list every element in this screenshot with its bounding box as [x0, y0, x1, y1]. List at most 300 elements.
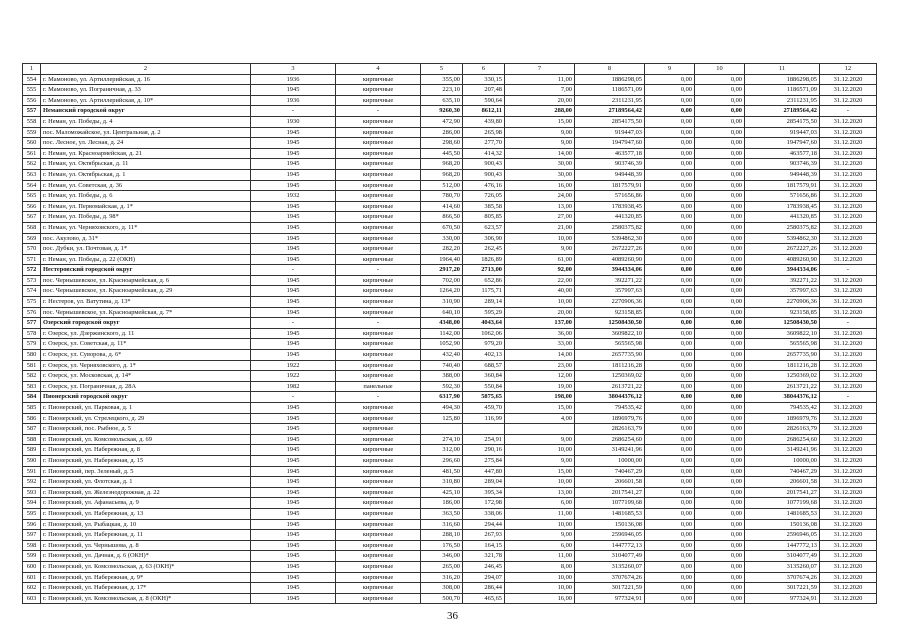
year-cell: 1945: [251, 508, 336, 519]
area-living-cell: 172,98: [463, 498, 505, 509]
fund-b-cell: 0,00: [695, 371, 745, 382]
cost-total-cell: 27189564,42: [745, 106, 820, 117]
material-cell: кирпичные: [336, 222, 421, 233]
area-living-cell: 805,85: [463, 212, 505, 223]
deadline-cell: 31.12.2020: [820, 212, 877, 223]
fund-b-cell: 0,00: [695, 424, 745, 435]
deadline-cell: 31.12.2020: [820, 74, 877, 85]
fund-b-cell: 0,00: [695, 180, 745, 191]
cost-cell: 3104077,49: [575, 551, 645, 562]
table-row: [23, 498, 877, 509]
cost-total-cell: 2826163,79: [745, 424, 820, 435]
fund-a-cell: 0,00: [645, 318, 695, 329]
cost-total-cell: 12508430,50: [745, 318, 820, 329]
area-living-cell: 459,70: [463, 403, 505, 414]
cost-cell: 3149241,96: [575, 445, 645, 456]
table-row: [23, 127, 877, 138]
row-number: 594: [23, 498, 41, 509]
area-total-cell: 388,00: [421, 371, 463, 382]
cost-total-cell: 1783938,45: [745, 201, 820, 212]
fund-b-cell: 0,00: [695, 381, 745, 392]
area-living-cell: 294,07: [463, 572, 505, 583]
count-cell: 92,00: [505, 265, 575, 276]
fund-a-cell: 0,00: [645, 540, 695, 551]
fund-b-cell: 0,00: [695, 392, 745, 403]
area-living-cell: 652,86: [463, 275, 505, 286]
deadline-cell: 31.12.2020: [820, 180, 877, 191]
material-cell: кирпичные: [336, 307, 421, 318]
cost-cell: 2270906,36: [575, 297, 645, 308]
material-cell: кирпичные: [336, 74, 421, 85]
row-number: 560: [23, 138, 41, 149]
deadline-cell: 31.12.2020: [820, 572, 877, 583]
fund-a-cell: 0,00: [645, 222, 695, 233]
deadline-cell: 31.12.2020: [820, 593, 877, 604]
row-number: 597: [23, 530, 41, 541]
row-number: 596: [23, 519, 41, 530]
deadline-cell: 31.12.2020: [820, 466, 877, 477]
row-number: 576: [23, 307, 41, 318]
year-cell: 1932: [251, 191, 336, 202]
cost-total-cell: 1817579,91: [745, 180, 820, 191]
address-cell: г. Пионерский, ул. Рыбацкая, д. 10: [41, 519, 251, 530]
deadline-cell: 31.12.2020: [820, 148, 877, 159]
count-cell: 9,00: [505, 455, 575, 466]
material-cell: кирпичные: [336, 477, 421, 488]
fund-b-cell: 0,00: [695, 244, 745, 255]
fund-a-cell: 0,00: [645, 328, 695, 339]
cost-total-cell: 2672227,26: [745, 244, 820, 255]
count-cell: 10,00: [505, 519, 575, 530]
fund-a-cell: 0,00: [645, 360, 695, 371]
fund-a-cell: 0,00: [645, 339, 695, 350]
area-total-cell: 1052,90: [421, 339, 463, 350]
material-cell: кирпичные: [336, 275, 421, 286]
area-total-cell: 481,50: [421, 466, 463, 477]
year-cell: 1945: [251, 85, 336, 96]
fund-a-cell: 0,00: [645, 466, 695, 477]
area-living-cell: 275,84: [463, 455, 505, 466]
count-cell: 14,00: [505, 148, 575, 159]
table-row: [23, 381, 877, 392]
count-cell: 8,00: [505, 561, 575, 572]
table-row: [23, 233, 877, 244]
table-row: [23, 403, 877, 414]
area-total-cell: 740,40: [421, 360, 463, 371]
area-total-cell: 432,40: [421, 350, 463, 361]
cost-total-cell: 3944334,06: [745, 265, 820, 276]
year-cell: 1945: [251, 328, 336, 339]
table-row: [23, 244, 877, 255]
deadline-cell: 31.12.2020: [820, 530, 877, 541]
row-number: 570: [23, 244, 41, 255]
column-number: 7: [505, 64, 575, 75]
cost-total-cell: 2686254,60: [745, 434, 820, 445]
address-cell: г. Неман, ул. Октябрьская, д. 1: [41, 169, 251, 180]
fund-a-cell: 0,00: [645, 169, 695, 180]
row-number: 555: [23, 85, 41, 96]
fund-a-cell: 0,00: [645, 392, 695, 403]
row-number: 575: [23, 297, 41, 308]
cost-cell: 463577,18: [575, 148, 645, 159]
address-cell: г. Пионерский, ул. Афанасьева, д. 9: [41, 498, 251, 509]
address-cell: пос. Маломожайское, ул. Центральная, д. 2: [41, 127, 251, 138]
fund-a-cell: 0,00: [645, 477, 695, 488]
count-cell: 9,00: [505, 138, 575, 149]
address-cell: пос. Чернышевское, ул. Красноармейская, д. 29: [41, 286, 251, 297]
count-cell: 6,00: [505, 540, 575, 551]
count-cell: 9,00: [505, 244, 575, 255]
deadline-cell: -: [820, 318, 877, 329]
address-cell: г. Пионерский, ул. Набережная, д. 9*: [41, 572, 251, 583]
area-living-cell: 623,57: [463, 222, 505, 233]
cost-total-cell: 949448,39: [745, 169, 820, 180]
count-cell: 10,00: [505, 297, 575, 308]
area-total-cell: 298,60: [421, 138, 463, 149]
deadline-cell: 31.12.2020: [820, 413, 877, 424]
material-cell: кирпичные: [336, 371, 421, 382]
count-cell: 15,00: [505, 466, 575, 477]
fund-b-cell: 0,00: [695, 233, 745, 244]
area-living-cell: 900,43: [463, 159, 505, 170]
material-cell: кирпичные: [336, 297, 421, 308]
row-number: 586: [23, 413, 41, 424]
area-living-cell: 726,05: [463, 191, 505, 202]
area-total-cell: 265,00: [421, 561, 463, 572]
address-cell: г. Пионерский, пос. Рыбное, д. 5: [41, 424, 251, 435]
area-living-cell: 439,80: [463, 116, 505, 127]
row-number: 554: [23, 74, 41, 85]
cost-cell: 1447772,13: [575, 540, 645, 551]
year-cell: 1945: [251, 477, 336, 488]
cost-cell: 2686254,60: [575, 434, 645, 445]
cost-cell: 12508430,50: [575, 318, 645, 329]
address-cell: г. Неман, ул. Октябрьская, д. 11: [41, 159, 251, 170]
year-cell: 1945: [251, 233, 336, 244]
address-cell: пос. Чернышевское, ул. Красноармейская, д. 7*: [41, 307, 251, 318]
count-cell: 22,00: [505, 275, 575, 286]
count-cell: 23,00: [505, 360, 575, 371]
row-number: 568: [23, 222, 41, 233]
count-cell: 30,00: [505, 159, 575, 170]
area-total-cell: 635,10: [421, 95, 463, 106]
area-total-cell: 1264,20: [421, 286, 463, 297]
year-cell: 1945: [251, 180, 336, 191]
deadline-cell: 31.12.2020: [820, 339, 877, 350]
count-cell: 15,00: [505, 116, 575, 127]
table-row: [23, 307, 877, 318]
address-cell: Неманский городской округ: [41, 106, 251, 117]
cost-total-cell: 1186571,09: [745, 85, 820, 96]
area-total-cell: 500,70: [421, 593, 463, 604]
fund-a-cell: 0,00: [645, 434, 695, 445]
material-cell: кирпичные: [336, 148, 421, 159]
area-total-cell: 223,10: [421, 85, 463, 96]
cost-cell: 923158,85: [575, 307, 645, 318]
cost-total-cell: 1896979,76: [745, 413, 820, 424]
cost-cell: 1077199,68: [575, 498, 645, 509]
year-cell: 1945: [251, 561, 336, 572]
deadline-cell: 31.12.2020: [820, 116, 877, 127]
cost-total-cell: 463577,18: [745, 148, 820, 159]
count-cell: 10,00: [505, 233, 575, 244]
material-cell: кирпичные: [336, 233, 421, 244]
deadline-cell: 31.12.2020: [820, 371, 877, 382]
row-number: 591: [23, 466, 41, 477]
area-living-cell: 1175,71: [463, 286, 505, 297]
fund-b-cell: 0,00: [695, 508, 745, 519]
count-cell: 33,00: [505, 339, 575, 350]
table-row: [23, 540, 877, 551]
count-cell: 19,00: [505, 381, 575, 392]
fund-b-cell: 0,00: [695, 328, 745, 339]
address-cell: г. Мамоново, ул. Артиллерийская, д. 10*: [41, 95, 251, 106]
table-row: [23, 350, 877, 361]
fund-a-cell: 0,00: [645, 508, 695, 519]
fund-a-cell: 0,00: [645, 265, 695, 276]
table-row: [23, 328, 877, 339]
address-cell: г. Пионерский, ул. Стрелецкого, д. 29: [41, 413, 251, 424]
column-number: 9: [645, 64, 695, 75]
fund-b-cell: 0,00: [695, 413, 745, 424]
area-total-cell: 425,10: [421, 487, 463, 498]
cost-cell: 977324,91: [575, 593, 645, 604]
material-cell: кирпичные: [336, 339, 421, 350]
cost-cell: 3135260,07: [575, 561, 645, 572]
year-cell: 1936: [251, 95, 336, 106]
row-number: 582: [23, 371, 41, 382]
count-cell: 15,00: [505, 403, 575, 414]
row-number: 600: [23, 561, 41, 572]
column-number: 4: [336, 64, 421, 75]
fund-b-cell: 0,00: [695, 530, 745, 541]
material-cell: кирпичные: [336, 455, 421, 466]
area-total-cell: 176,50: [421, 540, 463, 551]
fund-b-cell: 0,00: [695, 169, 745, 180]
table-row: [23, 508, 877, 519]
fund-a-cell: 0,00: [645, 233, 695, 244]
material-cell: кирпичные: [336, 191, 421, 202]
cost-cell: 1817579,91: [575, 180, 645, 191]
cost-total-cell: 3135260,07: [745, 561, 820, 572]
year-cell: 1945: [251, 572, 336, 583]
material-cell: кирпичные: [336, 466, 421, 477]
fund-a-cell: 0,00: [645, 159, 695, 170]
year-cell: 1945: [251, 286, 336, 297]
cost-cell: 2854175,50: [575, 116, 645, 127]
deadline-cell: 31.12.2020: [820, 540, 877, 551]
row-number: 584: [23, 392, 41, 403]
count-cell: 16,00: [505, 180, 575, 191]
table-row: [23, 561, 877, 572]
count-cell: 27,00: [505, 212, 575, 223]
fund-b-cell: 0,00: [695, 477, 745, 488]
address-cell: г. Неман, ул. Черняховского, д. 11*: [41, 222, 251, 233]
year-cell: 1945: [251, 551, 336, 562]
count-cell: 40,00: [505, 286, 575, 297]
table-row: [23, 180, 877, 191]
count-cell: 10,00: [505, 445, 575, 456]
year-cell: 1945: [251, 466, 336, 477]
cost-total-cell: 5394862,30: [745, 233, 820, 244]
fund-b-cell: 0,00: [695, 307, 745, 318]
count-cell: 36,00: [505, 328, 575, 339]
address-cell: г. Неман, ул. Победы, д. 6: [41, 191, 251, 202]
fund-a-cell: 0,00: [645, 138, 695, 149]
cost-total-cell: 357997,63: [745, 286, 820, 297]
column-number: 8: [575, 64, 645, 75]
table-row: [23, 371, 877, 382]
cost-cell: 903746,39: [575, 159, 645, 170]
fund-a-cell: 0,00: [645, 381, 695, 392]
fund-a-cell: 0,00: [645, 413, 695, 424]
cost-cell: 1811216,28: [575, 360, 645, 371]
material-cell: кирпичные: [336, 85, 421, 96]
row-number: 602: [23, 583, 41, 594]
row-number: 592: [23, 477, 41, 488]
area-living-cell: 476,16: [463, 180, 505, 191]
deadline-cell: 31.12.2020: [820, 551, 877, 562]
address-cell: Пионерский городской округ: [41, 392, 251, 403]
area-total-cell: 445,50: [421, 148, 463, 159]
deadline-cell: 31.12.2020: [820, 350, 877, 361]
count-cell: 12,00: [505, 371, 575, 382]
area-total-cell: 312,00: [421, 445, 463, 456]
fund-b-cell: 0,00: [695, 540, 745, 551]
fund-b-cell: 0,00: [695, 434, 745, 445]
deadline-cell: 31.12.2020: [820, 138, 877, 149]
fund-b-cell: 0,00: [695, 106, 745, 117]
address-cell: г. Нестеров, ул. Ватутина, д. 13*: [41, 297, 251, 308]
deadline-cell: 31.12.2020: [820, 328, 877, 339]
row-number: 562: [23, 159, 41, 170]
area-living-cell: 5875,65: [463, 392, 505, 403]
year-cell: 1922: [251, 360, 336, 371]
fund-a-cell: 0,00: [645, 244, 695, 255]
fund-b-cell: 0,00: [695, 297, 745, 308]
area-total-cell: 346,00: [421, 551, 463, 562]
page-number: 36: [447, 610, 458, 622]
cost-total-cell: 150136,08: [745, 519, 820, 530]
table-row: [23, 572, 877, 583]
fund-b-cell: 0,00: [695, 350, 745, 361]
deadline-cell: 31.12.2020: [820, 498, 877, 509]
year-cell: 1945: [251, 138, 336, 149]
count-cell: 24,00: [505, 191, 575, 202]
area-total-cell: 2917,20: [421, 265, 463, 276]
address-cell: г. Озерск, ул. Советская, д. 11*: [41, 339, 251, 350]
area-living-cell: 265,98: [463, 127, 505, 138]
year-cell: 1945: [251, 159, 336, 170]
table-row: [23, 138, 877, 149]
cost-cell: 3017221,59: [575, 583, 645, 594]
fund-a-cell: 0,00: [645, 148, 695, 159]
address-cell: г. Пионерский, ул. Комсомольская, д. 8 (ОКН)*: [41, 593, 251, 604]
area-living-cell: 330,15: [463, 74, 505, 85]
row-number: 557: [23, 106, 41, 117]
table-row: [23, 519, 877, 530]
deadline-cell: -: [820, 265, 877, 276]
cost-cell: 3707674,26: [575, 572, 645, 583]
fund-b-cell: 0,00: [695, 275, 745, 286]
area-total-cell: 780,70: [421, 191, 463, 202]
area-living-cell: 262,45: [463, 244, 505, 255]
fund-b-cell: 0,00: [695, 222, 745, 233]
year-cell: 1936: [251, 74, 336, 85]
row-number: 580: [23, 350, 41, 361]
count-cell: 10,00: [505, 583, 575, 594]
fund-a-cell: 0,00: [645, 254, 695, 265]
address-cell: г. Неман, ул. Первомайская, д. 1*: [41, 201, 251, 212]
cost-total-cell: 1811216,28: [745, 360, 820, 371]
area-total-cell: 310,80: [421, 477, 463, 488]
deadline-cell: 31.12.2020: [820, 233, 877, 244]
fund-a-cell: 0,00: [645, 593, 695, 604]
material-cell: кирпичные: [336, 583, 421, 594]
material-cell: -: [336, 318, 421, 329]
area-living-cell: 590,64: [463, 95, 505, 106]
material-cell: кирпичные: [336, 95, 421, 106]
cost-total-cell: 3017221,59: [745, 583, 820, 594]
fund-b-cell: 0,00: [695, 127, 745, 138]
year-cell: -: [251, 318, 336, 329]
count-cell: 11,00: [505, 74, 575, 85]
cost-cell: 38044376,12: [575, 392, 645, 403]
area-living-cell: 595,29: [463, 307, 505, 318]
fund-b-cell: 0,00: [695, 455, 745, 466]
cost-total-cell: 3104077,49: [745, 551, 820, 562]
fund-a-cell: 0,00: [645, 498, 695, 509]
material-cell: кирпичные: [336, 413, 421, 424]
material-cell: кирпичные: [336, 201, 421, 212]
address-cell: г. Пионерский, ул. Набережная, д. 8: [41, 445, 251, 456]
table-row: [23, 487, 877, 498]
material-cell: кирпичные: [336, 159, 421, 170]
column-number: 2: [41, 64, 251, 75]
deadline-cell: 31.12.2020: [820, 381, 877, 392]
document-table-area: [22, 63, 876, 604]
row-number: 585: [23, 403, 41, 414]
table-row: [23, 455, 877, 466]
cost-total-cell: 3149241,96: [745, 445, 820, 456]
cost-total-cell: 1077199,68: [745, 498, 820, 509]
cost-cell: 1896979,76: [575, 413, 645, 424]
deadline-cell: -: [820, 106, 877, 117]
year-cell: 1945: [251, 455, 336, 466]
count-cell: 20,00: [505, 307, 575, 318]
area-living-cell: 447,80: [463, 466, 505, 477]
material-cell: кирпичные: [336, 434, 421, 445]
count-cell: 30,00: [505, 169, 575, 180]
area-total-cell: 363,50: [421, 508, 463, 519]
fund-a-cell: 0,00: [645, 572, 695, 583]
table-row: [23, 297, 877, 308]
material-cell: кирпичные: [336, 169, 421, 180]
fund-b-cell: 0,00: [695, 138, 745, 149]
count-cell: 20,00: [505, 95, 575, 106]
address-cell: г. Пионерский, ул. Дачная, д. 6 (ОКН)*: [41, 551, 251, 562]
area-total-cell: 125,80: [421, 413, 463, 424]
deadline-cell: 31.12.2020: [820, 201, 877, 212]
fund-a-cell: 0,00: [645, 561, 695, 572]
year-cell: 1945: [251, 169, 336, 180]
material-cell: кирпичные: [336, 350, 421, 361]
material-cell: кирпичные: [336, 254, 421, 265]
year-cell: 1945: [251, 222, 336, 233]
area-living-cell: 360,84: [463, 371, 505, 382]
cost-cell: 392271,22: [575, 275, 645, 286]
address-cell: г. Мамоново, ул. Пограничная, д. 33: [41, 85, 251, 96]
